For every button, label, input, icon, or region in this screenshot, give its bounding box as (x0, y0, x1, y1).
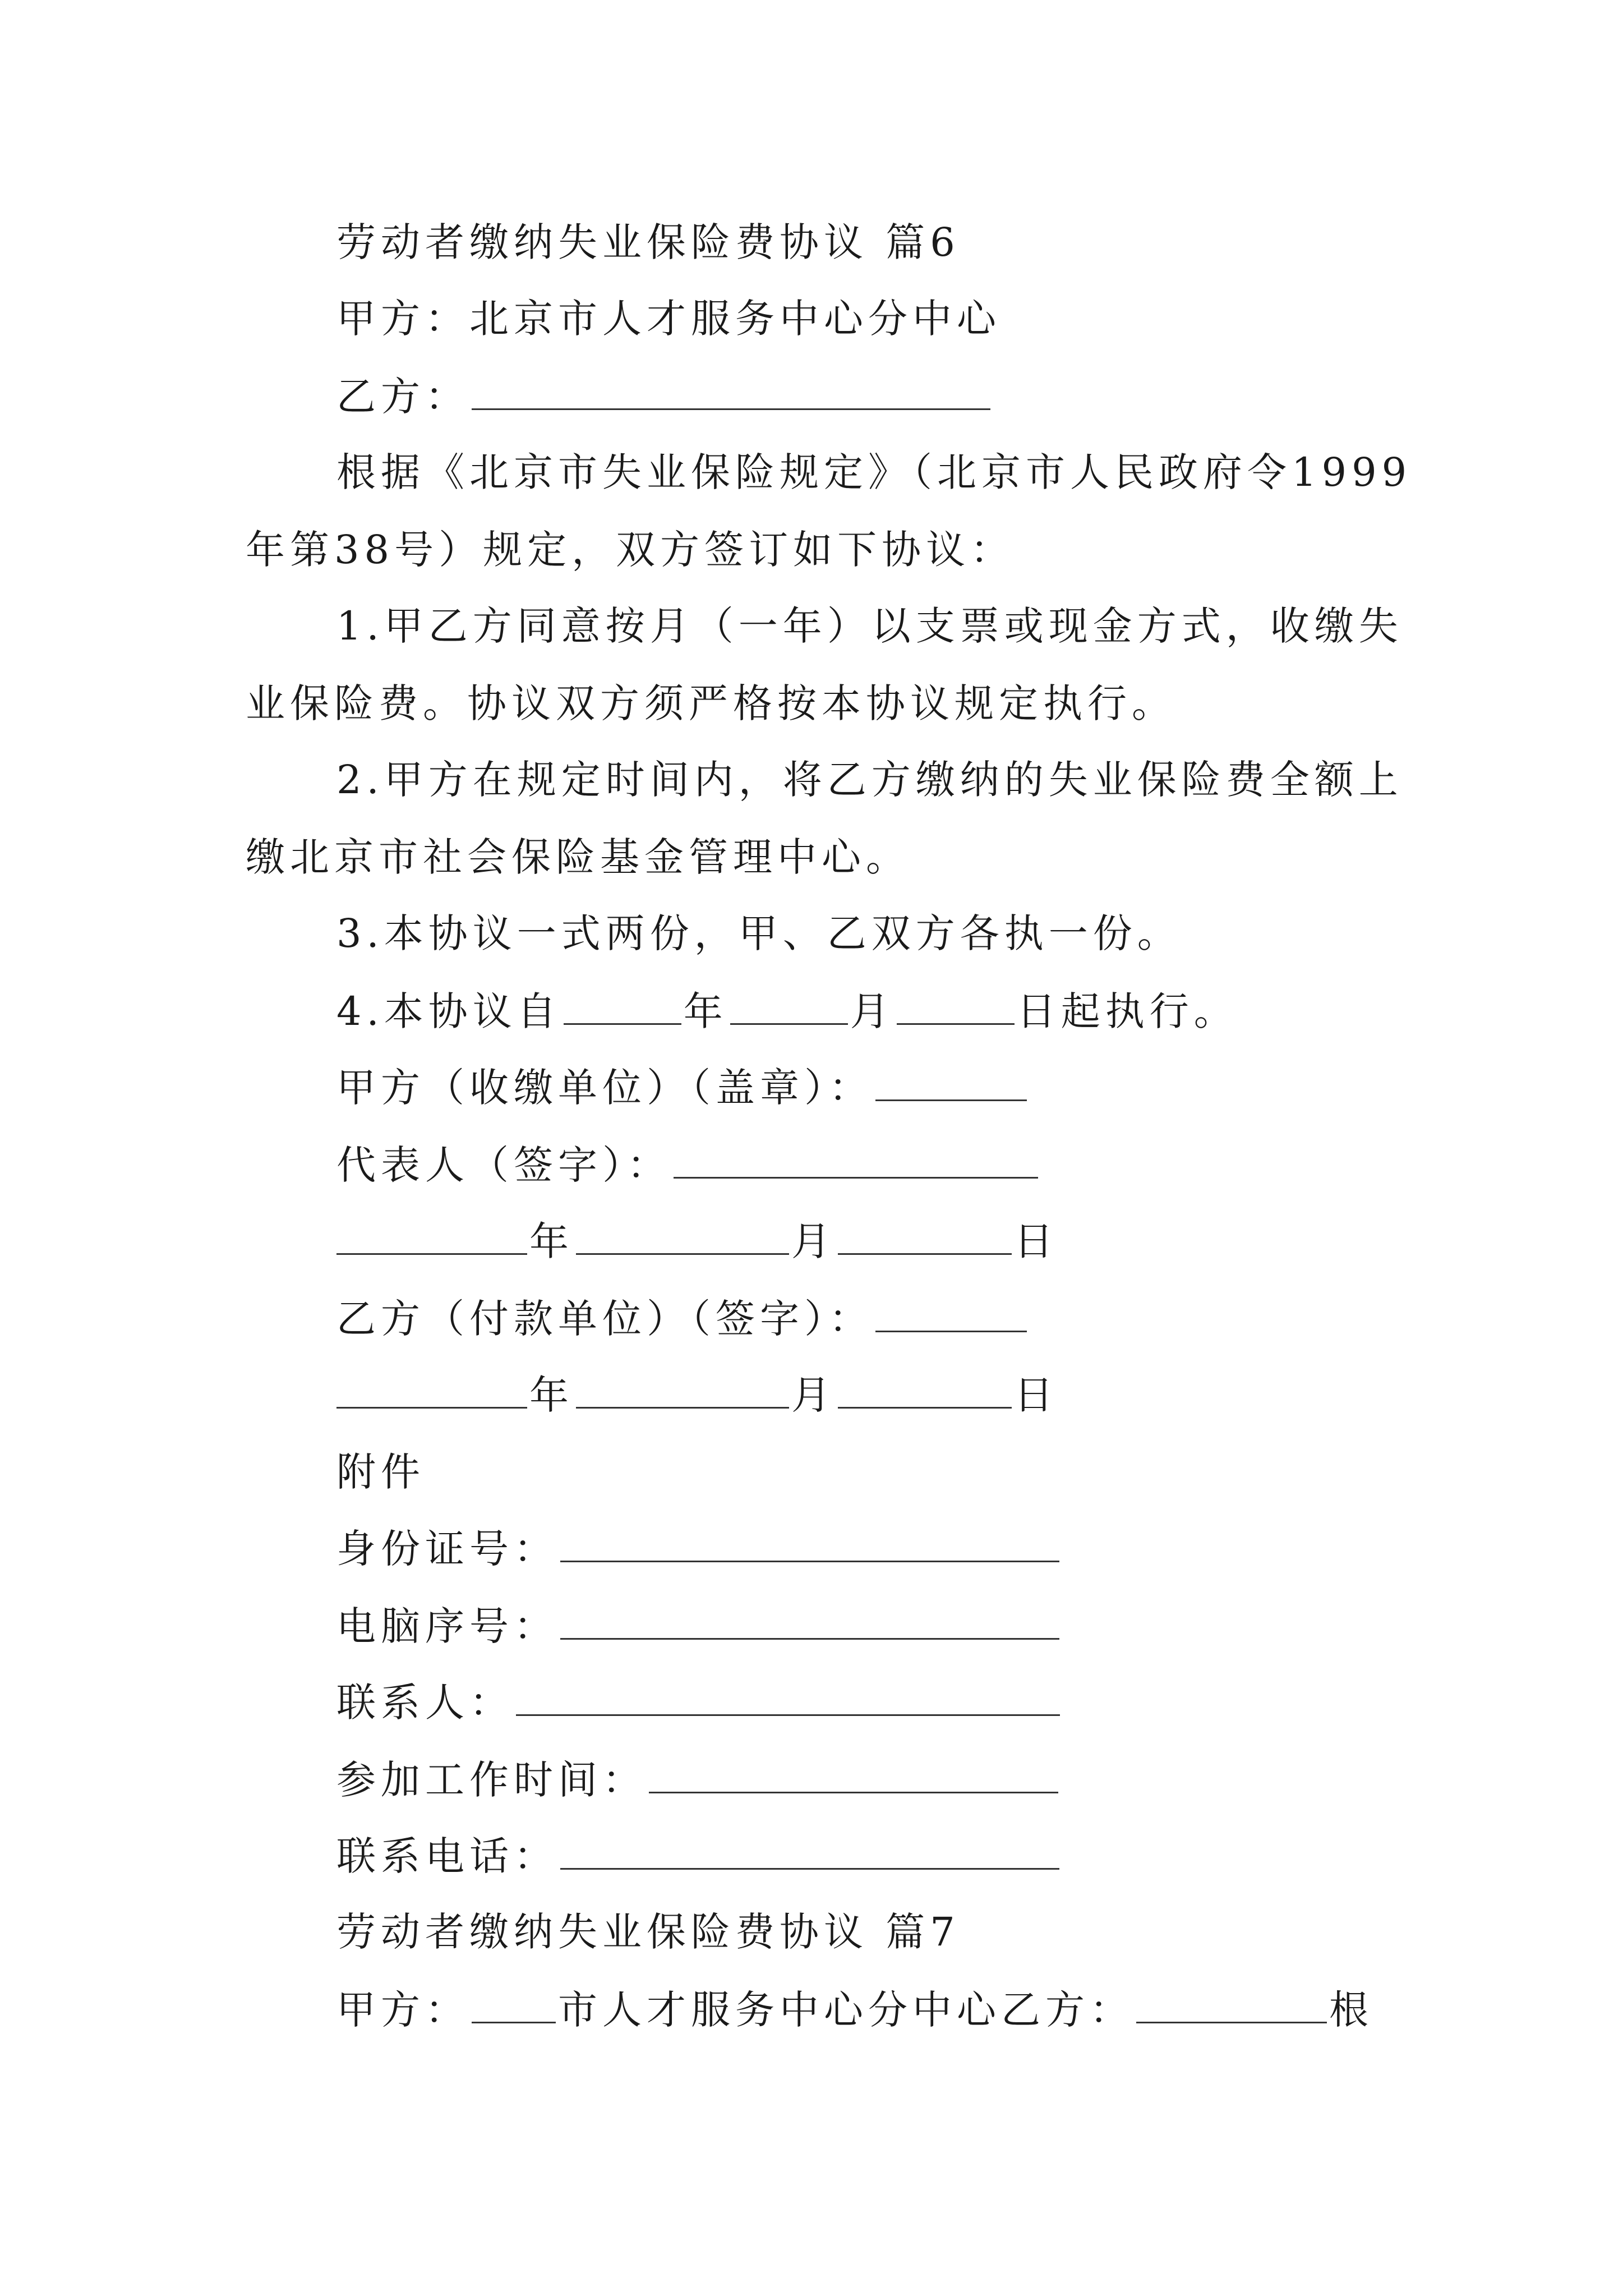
representative-label: 代表人（签字）： (336, 1142, 671, 1188)
section-7-party-a-label: 甲方： (336, 1987, 469, 2033)
party-b-blank (472, 374, 990, 410)
work-start-line (336, 1757, 1061, 1802)
section-6-title: 劳动者缴纳失业保险费协议 篇6 (336, 219, 960, 265)
item-4-suffix: 日起执行。 (1016, 988, 1238, 1034)
party-a-line: 甲方：北京市人才服务中心分中心 (336, 296, 1001, 342)
work-start-label: 参加工作时间： (336, 1757, 647, 1803)
item-4 (336, 988, 1238, 1033)
id-number-line (336, 1526, 1062, 1571)
section-7-party-a-suffix: 市人才服务中心分中心乙方： (558, 1987, 1134, 2033)
party-b-date-day-blank (838, 1372, 1012, 1409)
party-b-label: 乙方： (336, 374, 469, 420)
party-b-date-month: 月 (791, 1372, 836, 1418)
item-2-line-2: 缴北京市社会保险基金管理中心。 (246, 834, 910, 880)
item-4-month-blank (730, 988, 848, 1025)
contact-phone-line (336, 1833, 1062, 1878)
computer-number-label: 电脑序号： (336, 1603, 558, 1649)
contact-person-line (336, 1680, 1062, 1724)
computer-number-blank (560, 1603, 1059, 1640)
party-b-sign-line (336, 1296, 1029, 1341)
item-1-line-2: 业保险费。协议双方须严格按本协议规定执行。 (246, 680, 1176, 726)
work-start-blank (649, 1757, 1058, 1793)
party-a-date-day-blank (838, 1218, 1012, 1255)
item-4-month: 月 (850, 988, 895, 1034)
id-number-label: 身份证号： (336, 1526, 558, 1572)
item-3: 3.本协议一式两份，甲、乙双方各执一份。 (336, 910, 1182, 956)
party-a-date-day: 日 (1014, 1218, 1058, 1264)
party-a-date-month: 月 (791, 1218, 836, 1264)
contact-person-blank (516, 1680, 1060, 1716)
section-7-party-line (336, 1987, 1373, 2032)
party-a-date-year-blank (336, 1218, 527, 1255)
party-a-seal-line (336, 1065, 1029, 1110)
item-4-year: 年 (683, 988, 728, 1034)
party-b-date-day: 日 (1014, 1372, 1058, 1418)
party-a-date-line (336, 1218, 1058, 1263)
contact-phone-label: 联系电话： (336, 1833, 558, 1879)
party-b-date-month-blank (576, 1372, 789, 1409)
party-b-line (336, 374, 993, 418)
computer-number-line (336, 1603, 1062, 1648)
representative-blank (674, 1142, 1038, 1179)
party-b-sign-label: 乙方（付款单位）（签字）： (336, 1296, 873, 1342)
section-7-party-b-blank (1136, 1987, 1327, 2023)
item-4-year-blank (564, 988, 681, 1025)
party-b-date-year: 年 (529, 1372, 574, 1418)
contact-person-label: 联系人： (336, 1680, 514, 1726)
intro-line-2: 年第38号）规定，双方签订如下协议： (246, 527, 1015, 573)
item-1-line-1: 1.甲乙方同意按月（一年）以支票或现金方式，收缴失 (336, 603, 1403, 649)
party-a-date-year: 年 (529, 1218, 574, 1264)
attachment-title: 附件 (336, 1449, 425, 1495)
party-b-date-line (336, 1372, 1058, 1417)
section-7-city-blank (472, 1987, 556, 2023)
party-a-date-month-blank (576, 1218, 789, 1255)
item-2-line-1: 2.甲方在规定时间内，将乙方缴纳的失业保险费全额上 (336, 757, 1403, 803)
party-b-sign-blank (875, 1296, 1027, 1332)
item-4-day-blank (897, 988, 1015, 1025)
contact-phone-blank (560, 1833, 1059, 1870)
section-7-title: 劳动者缴纳失业保险费协议 篇7 (336, 1909, 960, 1955)
party-a-seal-blank (875, 1065, 1027, 1101)
party-a-seal-label: 甲方（收缴单位）（盖章）： (336, 1065, 873, 1111)
item-4-prefix: 4.本协议自 (336, 988, 561, 1034)
intro-line-1: 根据《北京市失业保险规定》（北京市人民政府令1999 (336, 449, 1412, 495)
section-7-trailing-text: 根 (1329, 1987, 1373, 2033)
representative-line (336, 1142, 1040, 1187)
party-b-date-year-blank (336, 1372, 527, 1409)
id-number-blank (560, 1526, 1059, 1562)
